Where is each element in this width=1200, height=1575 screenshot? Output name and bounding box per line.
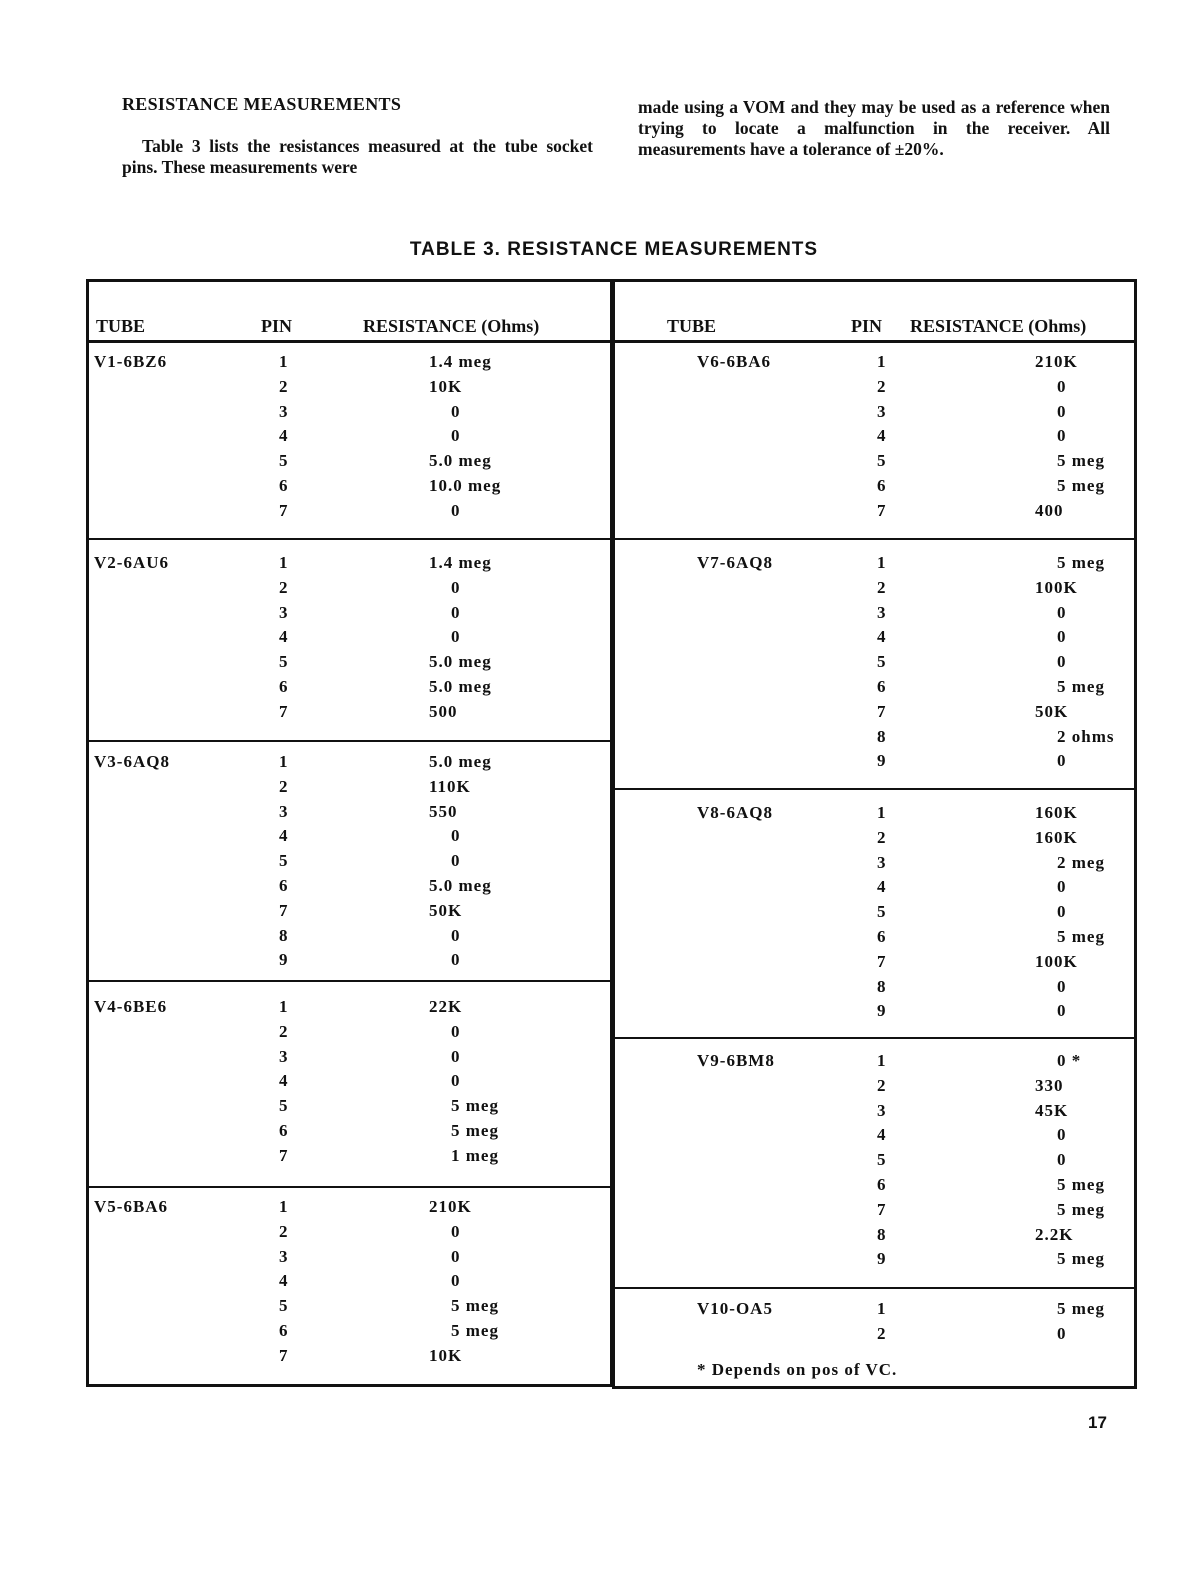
resistance-value: 330 bbox=[1035, 1075, 1064, 1095]
resistance-value: 5 meg bbox=[1057, 1175, 1105, 1194]
header-divider bbox=[89, 340, 610, 343]
pin-number: 2 bbox=[279, 577, 289, 597]
tube-label: V8-6AQ8 bbox=[697, 803, 773, 822]
resistance-value: 0 bbox=[1057, 426, 1067, 446]
header-pin: PIN bbox=[261, 316, 292, 336]
resistance-value: 2 ohms bbox=[1057, 726, 1115, 746]
group-divider bbox=[89, 740, 610, 742]
table-row bbox=[89, 652, 610, 677]
intro-paragraph-left: Table 3 lists the resistances measured at the tube socket pins. These measurements were bbox=[122, 136, 593, 177]
pin-number: 8 bbox=[279, 925, 289, 945]
pin-number: 1 bbox=[877, 803, 887, 822]
table-row bbox=[615, 501, 1134, 526]
table-row bbox=[89, 377, 610, 402]
header-resistance: RESISTANCE (Ohms) bbox=[363, 316, 540, 336]
pin-number: 2 bbox=[279, 1221, 289, 1241]
resistance-value: 160K bbox=[1035, 803, 1078, 822]
pin-number: 7 bbox=[877, 500, 887, 520]
resistance-value: 5 meg bbox=[1057, 553, 1105, 572]
resistance-value: 100K bbox=[1035, 577, 1078, 597]
resistance-value: 5 meg bbox=[451, 1321, 499, 1340]
table-row bbox=[615, 702, 1134, 727]
resistance-value: 10.0 meg bbox=[429, 476, 502, 495]
group-divider bbox=[89, 1186, 610, 1188]
pin-number: 3 bbox=[877, 1100, 887, 1120]
pin-number: 7 bbox=[279, 1145, 289, 1165]
resistance-value: 50K bbox=[429, 900, 463, 920]
pin-number: 7 bbox=[279, 1345, 289, 1365]
resistance-value: 45K bbox=[1035, 1100, 1069, 1120]
resistance-value: 0 bbox=[1057, 877, 1067, 897]
resistance-value: 210K bbox=[429, 1197, 472, 1216]
table-row bbox=[89, 1247, 610, 1272]
pin-number: 5 bbox=[877, 451, 887, 471]
pin-number: 3 bbox=[279, 401, 289, 421]
pin-number: 5 bbox=[279, 451, 289, 471]
group-divider bbox=[89, 980, 610, 982]
resistance-value: 0 bbox=[451, 500, 461, 520]
header-divider bbox=[615, 340, 1134, 343]
table-row bbox=[89, 402, 610, 427]
resistance-value: 160K bbox=[1035, 827, 1078, 847]
pin-number: 6 bbox=[279, 476, 289, 495]
table-row bbox=[89, 752, 610, 777]
table-row bbox=[615, 877, 1134, 902]
table-row bbox=[89, 451, 610, 476]
resistance-value: 2.2K bbox=[1035, 1224, 1074, 1244]
pin-number: 4 bbox=[279, 627, 289, 647]
pin-number: 4 bbox=[279, 1271, 289, 1291]
pin-number: 9 bbox=[877, 1001, 887, 1021]
table-row bbox=[615, 553, 1134, 578]
resistance-value: 22K bbox=[429, 997, 463, 1016]
pin-number: 7 bbox=[279, 500, 289, 520]
table-row bbox=[615, 1150, 1134, 1175]
intro-paragraph-right: made using a VOM and they may be used as a reference when trying to locate a malfunction in the receiver. All measurements have a tolerance of ±20%. bbox=[638, 97, 1110, 159]
pin-number: 9 bbox=[877, 1249, 887, 1269]
resistance-value: 5.0 meg bbox=[429, 451, 492, 471]
pin-number: 8 bbox=[877, 1224, 887, 1244]
pin-number: 7 bbox=[279, 900, 289, 920]
resistance-value: 5 meg bbox=[1057, 927, 1105, 946]
resistance-value: 5 meg bbox=[1057, 1199, 1105, 1219]
table-row bbox=[89, 1222, 610, 1247]
page-number: 17 bbox=[1088, 1413, 1107, 1432]
table-row bbox=[89, 926, 610, 951]
resistance-value: 0 bbox=[1057, 602, 1067, 622]
resistance-value: 0 bbox=[451, 602, 461, 622]
table-row bbox=[89, 426, 610, 451]
section-heading: RESISTANCE MEASUREMENTS bbox=[122, 94, 402, 114]
pin-number: 4 bbox=[877, 1125, 887, 1145]
table-row bbox=[615, 578, 1134, 603]
table-row bbox=[89, 553, 610, 578]
pin-number: 1 bbox=[877, 1051, 887, 1070]
pin-number: 1 bbox=[279, 997, 289, 1016]
pin-number: 1 bbox=[877, 1299, 887, 1318]
table-row bbox=[615, 952, 1134, 977]
table-row bbox=[615, 476, 1134, 501]
pin-number: 4 bbox=[877, 627, 887, 647]
table-row bbox=[89, 1271, 610, 1296]
resistance-value: 0 bbox=[451, 1071, 461, 1091]
table-row bbox=[89, 876, 610, 901]
resistance-value: 5 meg bbox=[451, 1096, 499, 1116]
header-pin: PIN bbox=[851, 316, 882, 336]
table-row bbox=[89, 901, 610, 926]
pin-number: 2 bbox=[279, 776, 289, 796]
tube-label: V6-6BA6 bbox=[697, 352, 772, 371]
resistance-value: 0 bbox=[1057, 1150, 1067, 1170]
pin-number: 2 bbox=[877, 1075, 887, 1095]
resistance-value: 0 bbox=[451, 1271, 461, 1291]
table-row bbox=[89, 826, 610, 851]
tube-label: V2-6AU6 bbox=[94, 553, 169, 572]
pin-number: 5 bbox=[279, 1296, 289, 1316]
table-row bbox=[89, 802, 610, 827]
resistance-value: 5.0 meg bbox=[429, 752, 492, 771]
resistance-value: 0 bbox=[451, 627, 461, 647]
tube-label: V7-6AQ8 bbox=[697, 553, 773, 572]
pin-number: 1 bbox=[877, 553, 887, 572]
resistance-value: 1.4 meg bbox=[429, 352, 492, 371]
table-row bbox=[615, 1175, 1134, 1200]
table-row bbox=[615, 402, 1134, 427]
pin-number: 6 bbox=[279, 876, 289, 895]
pin-number: 9 bbox=[279, 950, 289, 970]
tube-label: V9-6BM8 bbox=[697, 1051, 775, 1070]
pin-number: 1 bbox=[279, 1197, 289, 1216]
pin-number: 2 bbox=[877, 1323, 887, 1343]
table-row bbox=[89, 603, 610, 628]
tube-label: V4-6BE6 bbox=[94, 997, 168, 1016]
table-row bbox=[615, 1249, 1134, 1274]
pin-number: 8 bbox=[877, 976, 887, 996]
pin-number: 3 bbox=[279, 1046, 289, 1066]
resistance-value: 5.0 meg bbox=[429, 876, 492, 895]
resistance-value: 5 meg bbox=[1057, 1299, 1105, 1318]
tube-label: V5-6BA6 bbox=[94, 1197, 169, 1216]
pin-number: 6 bbox=[279, 1321, 289, 1340]
pin-number: 1 bbox=[279, 553, 289, 572]
pin-number: 4 bbox=[279, 1071, 289, 1091]
resistance-value: 0 bbox=[1057, 902, 1067, 922]
pin-number: 4 bbox=[877, 426, 887, 446]
resistance-value: 5.0 meg bbox=[429, 677, 492, 696]
resistance-value: 0 bbox=[451, 1246, 461, 1266]
resistance-value: 0 bbox=[451, 851, 461, 871]
table-row bbox=[89, 1346, 610, 1371]
pin-number: 2 bbox=[279, 1021, 289, 1041]
resistance-value: 0 bbox=[451, 401, 461, 421]
resistance-value: 550 bbox=[429, 801, 458, 821]
pin-number: 7 bbox=[279, 701, 289, 721]
table-row bbox=[615, 603, 1134, 628]
resistance-value: 100K bbox=[1035, 951, 1078, 971]
table-row bbox=[615, 1101, 1134, 1126]
pin-number: 4 bbox=[279, 426, 289, 446]
pin-number: 7 bbox=[877, 1199, 887, 1219]
resistance-value: 0 bbox=[1057, 376, 1067, 396]
resistance-value: 5 meg bbox=[451, 1296, 499, 1316]
pin-number: 5 bbox=[279, 851, 289, 871]
table-row bbox=[89, 352, 610, 377]
table-row bbox=[615, 853, 1134, 878]
table-row bbox=[615, 977, 1134, 1002]
group-divider bbox=[615, 788, 1134, 790]
header-resistance: RESISTANCE (Ohms) bbox=[910, 316, 1087, 336]
resistance-value: 1 meg bbox=[451, 1145, 499, 1165]
resistance-value: 0 bbox=[451, 826, 461, 846]
table-row bbox=[89, 1071, 610, 1096]
resistance-value: 0 bbox=[451, 925, 461, 945]
pin-number: 5 bbox=[877, 1150, 887, 1170]
group-divider bbox=[615, 1287, 1134, 1289]
pin-number: 2 bbox=[877, 577, 887, 597]
resistance-value: 0 bbox=[451, 1021, 461, 1041]
resistance-value: 2 meg bbox=[1057, 852, 1105, 872]
table-row bbox=[89, 997, 610, 1022]
pin-number: 9 bbox=[877, 751, 887, 771]
resistance-value: 0 * bbox=[1057, 1051, 1082, 1070]
resistance-value: 10K bbox=[429, 1345, 463, 1365]
pin-number: 3 bbox=[279, 801, 289, 821]
resistance-value: 0 bbox=[1057, 1125, 1067, 1145]
resistance-value: 210K bbox=[1035, 352, 1078, 371]
tube-label: V1-6BZ6 bbox=[94, 352, 168, 371]
table-row bbox=[89, 1146, 610, 1171]
resistance-table-left bbox=[86, 279, 613, 1387]
resistance-value: 0 bbox=[1057, 751, 1067, 771]
table-row bbox=[615, 1001, 1134, 1026]
pin-number: 7 bbox=[877, 951, 887, 971]
resistance-value: 5 meg bbox=[451, 1121, 499, 1140]
pin-number: 1 bbox=[279, 752, 289, 771]
resistance-value: 10K bbox=[429, 376, 463, 396]
pin-number: 1 bbox=[877, 352, 887, 371]
table-row bbox=[615, 1051, 1134, 1076]
table-row bbox=[615, 828, 1134, 853]
table-row bbox=[89, 950, 610, 975]
pin-number: 2 bbox=[877, 827, 887, 847]
table-row bbox=[615, 677, 1134, 702]
table-row bbox=[89, 1022, 610, 1047]
table-row bbox=[615, 902, 1134, 927]
pin-number: 4 bbox=[877, 877, 887, 897]
table-row bbox=[615, 451, 1134, 476]
pin-number: 3 bbox=[877, 401, 887, 421]
table-row bbox=[89, 851, 610, 876]
resistance-value: 0 bbox=[451, 950, 461, 970]
pin-number: 5 bbox=[877, 652, 887, 672]
resistance-value: 0 bbox=[1057, 627, 1067, 647]
group-divider bbox=[615, 1037, 1134, 1039]
group-divider bbox=[89, 538, 610, 540]
table-row bbox=[89, 1121, 610, 1146]
pin-number: 5 bbox=[279, 1096, 289, 1116]
resistance-value: 5 meg bbox=[1057, 451, 1105, 471]
pin-number: 4 bbox=[279, 826, 289, 846]
pin-number: 2 bbox=[877, 376, 887, 396]
resistance-value: 5 meg bbox=[1057, 476, 1105, 495]
table-row bbox=[615, 1125, 1134, 1150]
table-row bbox=[89, 702, 610, 727]
pin-number: 3 bbox=[279, 1246, 289, 1266]
table-row bbox=[89, 501, 610, 526]
pin-number: 6 bbox=[877, 677, 887, 696]
table-row bbox=[89, 578, 610, 603]
resistance-value: 0 bbox=[1057, 1323, 1067, 1343]
pin-number: 1 bbox=[279, 352, 289, 371]
pin-number: 5 bbox=[877, 902, 887, 922]
resistance-value: 500 bbox=[429, 701, 458, 721]
resistance-value: 0 bbox=[451, 1221, 461, 1241]
table-row bbox=[89, 476, 610, 501]
table-row bbox=[615, 652, 1134, 677]
table-row bbox=[89, 1047, 610, 1072]
table-row bbox=[89, 1296, 610, 1321]
resistance-value: 110K bbox=[429, 776, 471, 796]
pin-number: 6 bbox=[279, 677, 289, 696]
resistance-value: 0 bbox=[451, 1046, 461, 1066]
pin-number: 7 bbox=[877, 701, 887, 721]
table-row bbox=[89, 1321, 610, 1346]
table-row bbox=[615, 377, 1134, 402]
tube-label: V3-6AQ8 bbox=[94, 752, 170, 771]
table-row bbox=[615, 803, 1134, 828]
table-row bbox=[89, 1096, 610, 1121]
resistance-value: 0 bbox=[1057, 1001, 1067, 1021]
table-row bbox=[615, 927, 1134, 952]
tube-label: V10-OA5 bbox=[697, 1299, 773, 1318]
table-row bbox=[89, 777, 610, 802]
resistance-value: 1.4 meg bbox=[429, 553, 492, 572]
header-tube: TUBE bbox=[667, 316, 717, 336]
table-row bbox=[89, 677, 610, 702]
pin-number: 3 bbox=[877, 602, 887, 622]
table-row bbox=[615, 1225, 1134, 1250]
resistance-value: 0 bbox=[1057, 652, 1067, 672]
table-title: TABLE 3. RESISTANCE MEASUREMENTS bbox=[409, 239, 819, 260]
table-row bbox=[615, 751, 1134, 776]
pin-number: 3 bbox=[279, 602, 289, 622]
resistance-value: 5.0 meg bbox=[429, 652, 492, 672]
pin-number: 8 bbox=[877, 726, 887, 746]
pin-number: 5 bbox=[279, 652, 289, 672]
table-row bbox=[615, 426, 1134, 451]
table-row bbox=[89, 1197, 610, 1222]
table-row bbox=[615, 1299, 1134, 1324]
pin-number: 2 bbox=[279, 376, 289, 396]
resistance-value: 5 meg bbox=[1057, 1249, 1105, 1269]
resistance-table-right bbox=[612, 279, 1137, 1389]
resistance-value: 0 bbox=[451, 426, 461, 446]
resistance-value: 0 bbox=[451, 577, 461, 597]
group-divider bbox=[615, 538, 1134, 540]
table-row bbox=[89, 627, 610, 652]
table-row bbox=[615, 352, 1134, 377]
resistance-value: 50K bbox=[1035, 701, 1069, 721]
table-row bbox=[615, 1076, 1134, 1101]
table-row bbox=[615, 627, 1134, 652]
pin-number: 6 bbox=[279, 1121, 289, 1140]
resistance-value: 400 bbox=[1035, 500, 1064, 520]
resistance-value: 0 bbox=[1057, 976, 1067, 996]
resistance-value: 0 bbox=[1057, 401, 1067, 421]
header-tube: TUBE bbox=[96, 316, 146, 336]
resistance-value: 5 meg bbox=[1057, 677, 1105, 696]
table-row bbox=[615, 727, 1134, 752]
pin-number: 6 bbox=[877, 927, 887, 946]
table-row bbox=[615, 1324, 1134, 1349]
footnote: * Depends on pos of VC. bbox=[697, 1360, 898, 1379]
table-row bbox=[615, 1200, 1134, 1225]
pin-number: 6 bbox=[877, 1175, 887, 1194]
pin-number: 3 bbox=[877, 852, 887, 872]
pin-number: 6 bbox=[877, 476, 887, 495]
